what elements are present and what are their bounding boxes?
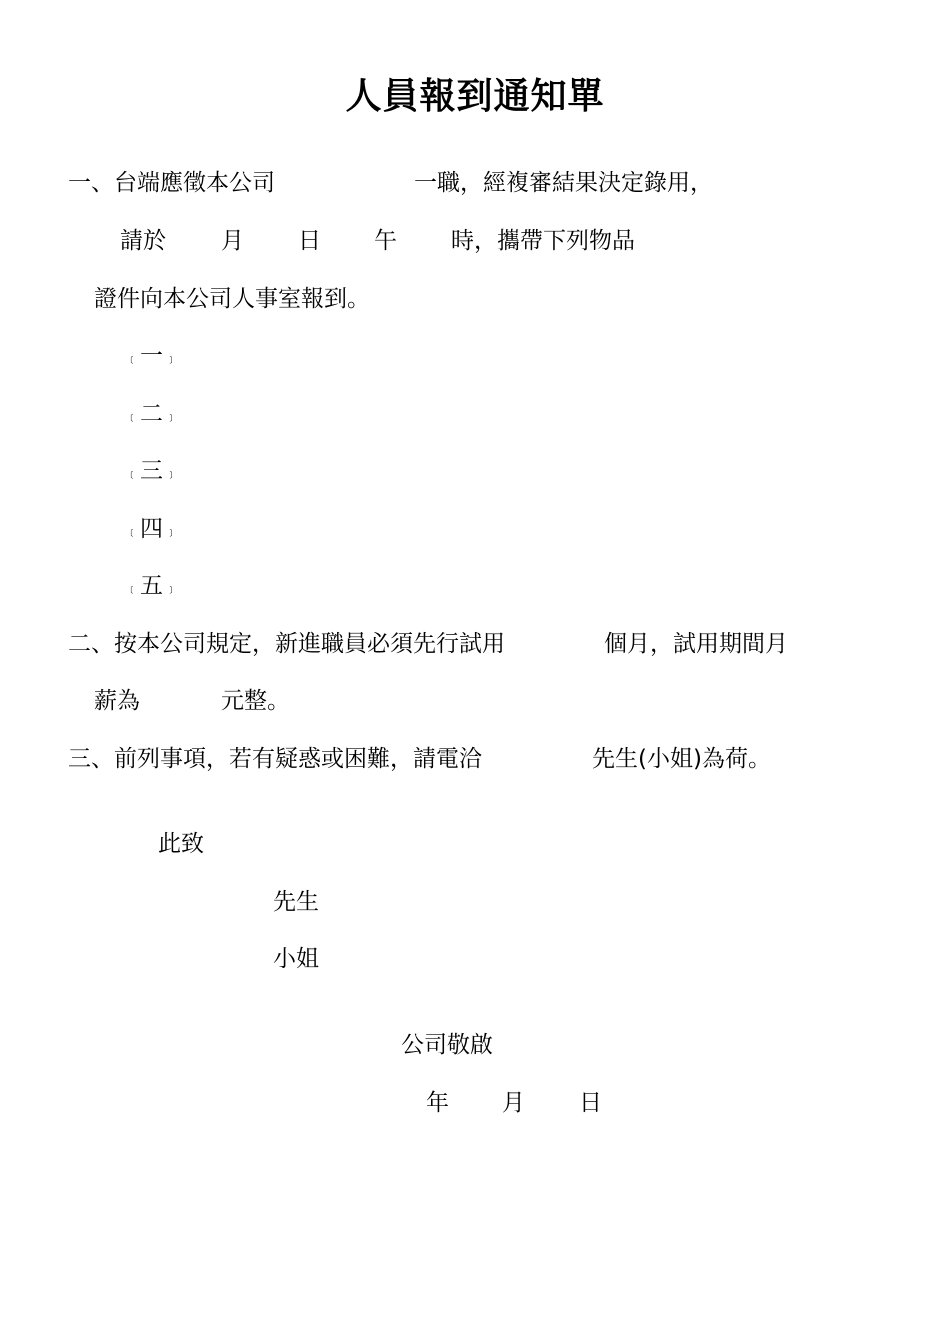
date-day: 日 [579,1090,602,1116]
list-item-number: 四 [140,516,164,542]
bracket-close: ﹞ [165,466,178,481]
list-item [126,514,177,544]
section1-line2-day: 日 [298,228,321,254]
bracket-open: ﹝ [126,409,139,424]
date-year: 年 [426,1090,449,1116]
section2-line2-amount: 元整。 [221,688,290,714]
document-title: 人員報到通知單 [345,75,605,117]
company-signature: 公司敬啟 [401,1032,493,1058]
section1-line1-end: 一職，經複審結果決定錄用， [414,170,713,196]
section1-line2-please: 請於 [120,228,166,254]
addressee-mr: 先生 [273,889,319,915]
list-item-number: 一 [140,343,164,369]
bracket-open: ﹝ [126,524,139,539]
bracket-open: ﹝ [126,466,139,481]
section3-line1-start: 三、前列事項，若有疑惑或困難，請電洽 [68,746,482,772]
bracket-close: ﹞ [165,524,178,539]
addressee-ms: 小姐 [273,946,319,972]
list-item-number: 三 [140,458,164,484]
list-item-number: 二 [140,401,164,427]
list-item [126,341,177,371]
closing-regards: 此致 [158,831,204,857]
section2-line1-start: 二、按本公司規定，新進職員必須先行試用 [68,631,505,657]
section1-line2-time: 時，攜帶下列物品 [451,228,635,254]
section1-line1-start: 一、台端應徵本公司 [68,170,275,196]
list-item-number: 五 [140,573,164,599]
bracket-open: ﹝ [126,581,139,596]
bracket-close: ﹞ [165,409,178,424]
list-item [126,456,177,486]
section1-line2-month: 月 [221,228,244,254]
bracket-open: ﹝ [126,351,139,366]
list-item [126,399,177,429]
section1-line3: 證件向本公司人事室報到。 [94,286,370,312]
section2-line2-salary: 薪為 [94,688,140,714]
list-item [126,571,177,601]
section1-line2-noon: 午 [374,228,397,254]
date-month: 月 [502,1090,525,1116]
section3-line1-end: 先生(小姐)為荷。 [592,746,771,772]
bracket-close: ﹞ [165,351,178,366]
bracket-close: ﹞ [165,581,178,596]
section2-line1-end: 個月，試用期間月 [604,631,788,657]
